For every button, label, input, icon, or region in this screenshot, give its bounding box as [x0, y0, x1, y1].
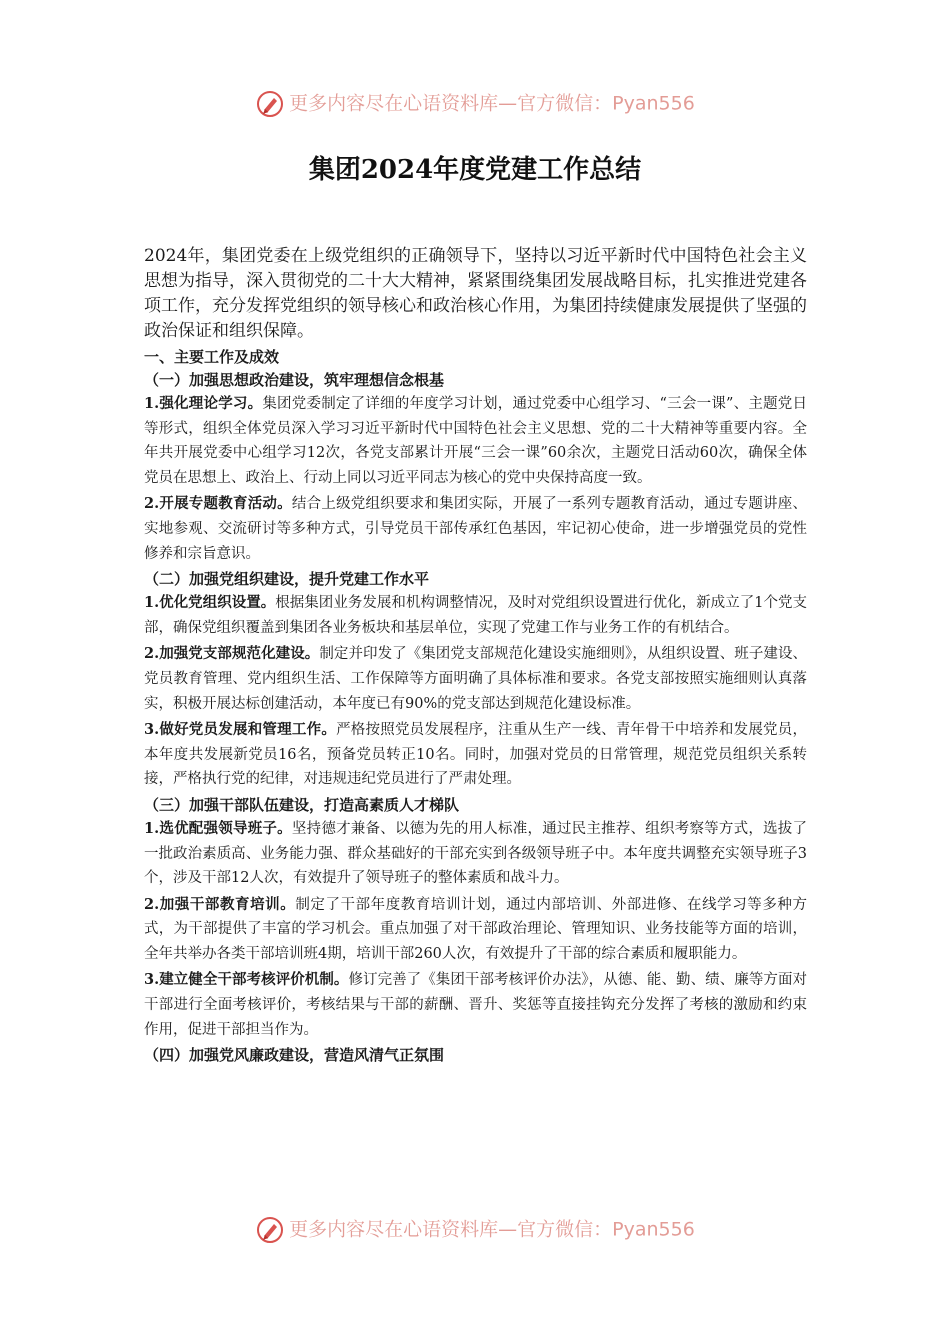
- subsection-heading: （四）加强党风廉政建设，营造风清气正氛围: [144, 1046, 445, 1065]
- list-item: [144, 968, 807, 1042]
- intro-paragraph: 2024年，集团党委在上级党组织的正确领导下，坚持以习近平新时代中国特色社会主义思想为指导，深入贯彻党的二十大大精神，紧紧围绕集团发展战略目标，扎实推进党建各项工作，充分发挥党组织的领导核心和政治核心作用，为集团持续健康发展提供了坚强的政治保证和组织保障。: [144, 246, 807, 341]
- item-text: 根据集团业务发展和机构调整情况，及时对党组织设置进行优化，新成立了1个党支部，确保党组织覆盖到集团各业务板块和基层单位，实现了党建工作与业务工作的有机结合。: [144, 595, 807, 636]
- list-item: [144, 642, 807, 716]
- subsection-heading: （三）加强干部队伍建设，打造高素质人才梯队: [144, 795, 460, 814]
- item-text: 制定了干部年度教育培训计划，通过内部培训、外部进修、在线学习等多种方式，为干部提供了丰富的学习机会。重点加强了对干部政治理论、管理知识、业务技能等方面的培训，全年共举办各类干部培训班4期，培训干部260人次，有效提升了干部的综合素质和履职能力。: [144, 896, 808, 962]
- item-text: 修订完善了《集团干部考核评价办法》，从德、能、勤、绩、廉等方面对干部进行全面考核评价，考核结果与干部的薪酬、晋升、奖惩等直接挂钩充分发挥了考核的激励和约束作用，促进干部担当作为。: [144, 972, 807, 1038]
- list-item: [144, 392, 807, 490]
- list-item: [144, 591, 807, 640]
- document-body: [144, 244, 807, 1067]
- item-lead: 3.做好党员发展和管理工作。: [144, 721, 337, 739]
- item-lead: 2.加强党支部规范化建设。: [144, 645, 320, 663]
- item-text: 制定并印发了《集团党支部规范化建设实施细则》，从组织设置、班子建设、党员教育管理、党内组织生活、工作保障等方面明确了具体标准和要求。各党支部按照实施细则认真落实，积极开展达标创建活动，本年度已有90%的党支部达到规范化建设标准。: [144, 646, 808, 712]
- item-lead: 2.开展专题教育活动。: [144, 495, 292, 513]
- item-text: 集团党委制定了详细的年度学习计划，通过党委中心组学习、“三会一课”、主题党日等形式，组织全体党员深入学习习近平新时代中国特色社会主义思想、党的二十大精神等重要内容。全年共开展党委中心组学习12次，各党支部累计开展“三会一课”60余次，主题党日活动60次，确保全体党员在思想上、政治上、行动上同以习近平同志为核心的党中央保持高度一致。: [144, 396, 808, 486]
- item-text: 严格按照党员发展程序，注重从生产一线、青年骨干中培养和发展党员，本年度共发展新党员16名，预备党员转正10名。同时，加强对党员的日常管理，规范党员组织关系转接，严格执行党的纪律，对违规违纪党员进行了严肃处理。: [144, 722, 808, 788]
- list-item: [144, 817, 807, 891]
- subsection-heading: （二）加强党组织建设，提升党建工作水平: [144, 570, 430, 589]
- item-lead: 3.建立健全干部考核评价机制。: [144, 971, 349, 989]
- document-title: 集团2024年度党建工作总结: [308, 155, 642, 185]
- watermark-header: [0, 88, 950, 118]
- pen-logo-icon: [255, 1215, 285, 1245]
- item-text: 坚持德才兼备、以德为先的用人标准，通过民主推荐、组织考察等方式，选拔了一批政治素质高、业务能力强、群众基础好的干部充实到各级领导班子中。本年度共调整充实领导班子3个，涉及干部12人次，有效提升了领导班子的整体素质和战斗力。: [144, 820, 808, 887]
- section-heading: 一、主要工作及成效: [144, 348, 280, 366]
- list-item: [144, 893, 807, 967]
- subsection-heading: （一）加强思想政治建设，筑牢理想信念根基: [144, 371, 445, 389]
- list-item: [144, 492, 807, 566]
- item-lead: 2.加强干部教育培训。: [144, 895, 296, 913]
- pen-logo-icon: [255, 89, 285, 119]
- watermark-text: 更多内容尽在心语资料库—官方微信：Pyan556: [289, 92, 695, 115]
- watermark-footer: [0, 1214, 950, 1244]
- item-lead: 1.优化党组织设置。: [144, 594, 276, 612]
- item-lead: 1.选优配强领导班子。: [144, 819, 292, 837]
- list-item: [144, 718, 807, 792]
- item-lead: 1.强化理论学习。: [144, 395, 263, 412]
- item-text: 结合上级党组织要求和集团实际，开展了一系列专题教育活动，通过专题讲座、实地参观、交流研讨等多种方式，引导党员干部传承红色基因，牢记初心使命，进一步增强党员的党性修养和宗旨意识。: [144, 496, 808, 562]
- watermark-text: 更多内容尽在心语资料库—官方微信：Pyan556: [289, 1218, 695, 1241]
